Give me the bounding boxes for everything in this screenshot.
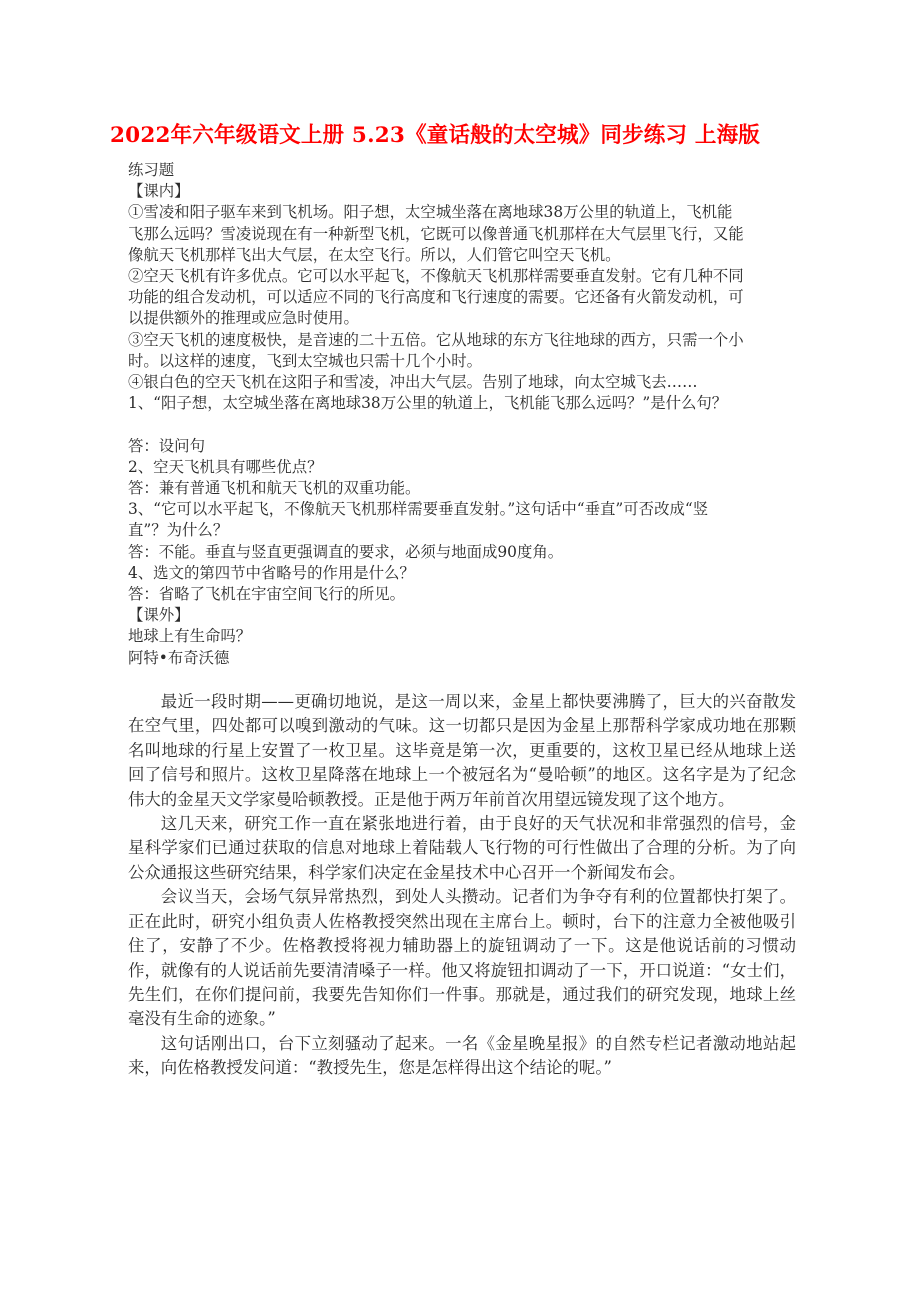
passage-line: 时。以这样的速度，飞到太空城也只需十几个小时。: [128, 351, 482, 370]
article-author: 阿特•布奇沃德: [128, 648, 230, 667]
body-paragraph: 最近一段时期——更确切地说，是这一周以来，金星上都快要沸腾了，巨大的兴奋散发在空气里，四处都可以嗅到激动的气味。这一切都只是因为金星上那帮科学家成功地在那颗名叫地球的行星上安置了一枚卫星。这毕竟是第一次，更重要的，这枚卫星已经从地球上送回了信号和照片。这枚卫星降落在地球上一个被冠名为“曼哈顿”的地区。这名字是为了纪念伟大的金星天文学家曼哈顿教授。正是他于两万年前首次用望远镜发现了这个地方。: [128, 692, 796, 809]
article-title: 地球上有生命吗？: [128, 627, 252, 646]
document-body: [128, 160, 796, 1081]
passage-line: ②空天飞机有许多优点。它可以水平起飞，不像航天飞机那样需要垂直发射。它有几种不同: [128, 267, 744, 286]
passage-line: 以提供额外的推理或应急时使用。: [128, 309, 359, 328]
section-label-in-class: 【课内】: [128, 182, 190, 201]
passage-line: ①雪凌和阳子驱车来到飞机场。阳子想，太空城坐落在离地球38万公里的轨道上，飞机能: [128, 203, 733, 222]
exercise-section: [128, 160, 796, 605]
question-text: 3、“它可以水平起飞，不像航天飞机那样需要垂直发射。”这句话中“垂直”可否改成“竖: [128, 500, 709, 519]
question-text: 4、选文的第四节中省略号的作用是什么？: [128, 563, 415, 582]
passage-line: ③空天飞机的速度极快，是音速的二十五倍。它从地球的东方飞往地球的西方，只需一个小: [128, 330, 744, 349]
body-paragraph: 这句话刚出口，台下立刻骚动了起来。一名《金星晚星报》的自然专栏记者激动地站起来，向佐格教授发问道：“教授先生，您是怎样得出这个结论的呢。”: [128, 1033, 796, 1078]
body-paragraph: 会议当天，会场气氛异常热烈，到处人头攒动。记者们为争夺有利的位置都快打架了。正在此时，研究小组负责人佐格教授突然出现在主席台上。顿时，台下的注意力全被他吸引住了，安静了不少。佐格教授将视力辅助器上的旋钮调动了一下。这是他说话前的习惯动作，就像有的人说话前先要清清嗓子一样。他又将旋钮扣调动了一下，开口说道：“女士们，先生们，在你们提问前，我要先告知你们一件事。那就是，通过我们的研究发现，地球上丝毫没有生命的迹象。”: [128, 887, 796, 1029]
outside-class-body: [128, 690, 796, 1081]
answer-text: 答：省略了飞机在宇宙空间飞行的所见。: [128, 585, 406, 604]
section-label-outside-class: 【课外】: [128, 606, 190, 625]
passage-line: ④银白色的空天飞机在这阳子和雪凌，冲出大气层。告别了地球，向太空城飞去……: [128, 373, 698, 392]
line-spacer: [128, 414, 796, 435]
passage-line: 像航天飞机那样飞出大气层，在太空飞行。所以，人们管它叫空天飞机。: [128, 245, 621, 264]
line-spacer: [128, 669, 796, 690]
answer-text: 答：不能。垂直与竖直更强调直的要求，必须与地面成90度角。: [128, 542, 564, 561]
page-title: 2022年六年级语文上册 5.23《童话般的太空城》同步练习 上海版: [110, 123, 760, 148]
answer-text: 答：设问句: [128, 436, 205, 455]
exercise-heading: 练习题: [128, 161, 175, 179]
question-text-cont: 直”？为什么？: [128, 521, 229, 540]
answer-text: 答：兼有普通飞机和航天飞机的双重功能。: [128, 479, 421, 498]
passage-line: 功能的组合发动机，可以适应不同的飞行高度和飞行速度的需要。它还备有火箭发动机，可: [128, 288, 744, 307]
passage-line: 飞那么远吗？雪凌说现在有一种新型飞机，它既可以像普通飞机那样在大气层里飞行，又能: [128, 224, 744, 243]
question-text: 1、“阳子想，太空城坐落在离地球38万公里的轨道上，飞机能飞那么远吗？”是什么句？: [128, 394, 728, 413]
body-paragraph: 这几天来，研究工作一直在紧张地进行着，由于良好的天气状况和非常强烈的信号，金星科学家们已通过获取的信息对地球上着陆载人飞行物的可行性做出了合理的分析。为了向公众通报这些研究结果，科学家们决定在金星技术中心召开一个新闻发布会。: [128, 814, 796, 882]
outside-class-header: [128, 605, 796, 690]
question-text: 2、空天飞机具有哪些优点？: [128, 457, 323, 476]
